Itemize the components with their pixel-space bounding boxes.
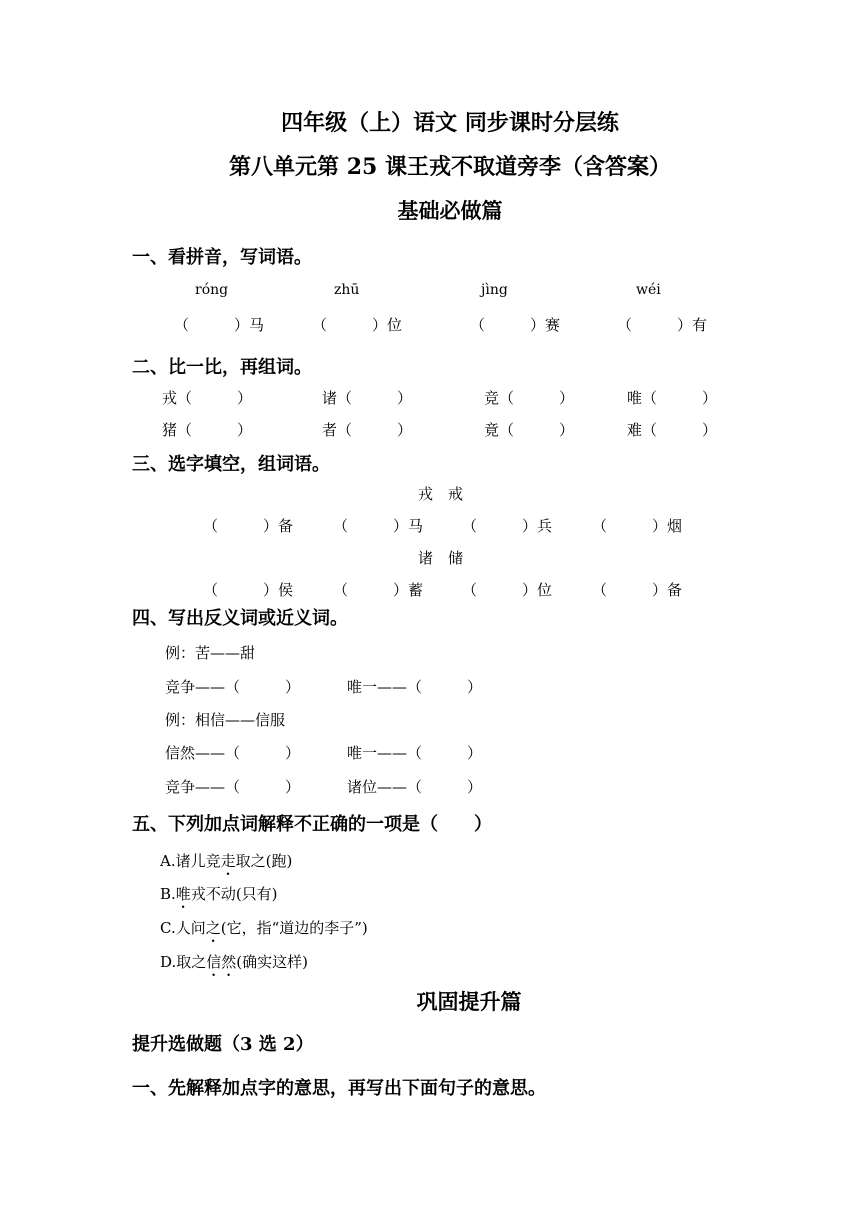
- char-pair: 戎 戒: [418, 485, 464, 503]
- pinyin: róng: [195, 282, 229, 298]
- answer-blank[interactable]: （ ）马: [333, 517, 424, 535]
- option-b[interactable]: B.唯戎不动(只有): [160, 885, 278, 903]
- example-line: 例：苦——甜: [165, 644, 256, 662]
- advanced-q1-heading: 一、先解释加点字的意思，再写出下面句子的意思。: [132, 1078, 546, 1099]
- pinyin: jìng: [481, 282, 508, 298]
- answer-blank[interactable]: 竞争——（ ）: [165, 678, 301, 696]
- dotted-char: 信然: [206, 953, 237, 971]
- answer-blank[interactable]: 唯一——（ ）: [347, 678, 483, 696]
- answer-blank[interactable]: 难（ ）: [627, 421, 718, 439]
- q1-heading: 一、看拼音，写词语。: [132, 247, 312, 268]
- section-advanced-heading: 巩固提升篇: [416, 989, 522, 1014]
- answer-blank[interactable]: 唯（ ）: [627, 389, 718, 407]
- answer-blank[interactable]: 者（ ）: [322, 421, 413, 439]
- doc-title: 四年级（上）语文 同步课时分层练: [281, 110, 619, 136]
- answer-blank[interactable]: （ ）烟: [592, 517, 683, 535]
- answer-blank[interactable]: （ ）赛: [470, 316, 561, 334]
- q3-heading: 三、选字填空，组词语。: [132, 454, 330, 475]
- answer-blank[interactable]: （ ）有: [617, 316, 708, 334]
- option-a[interactable]: A.诸儿竞走取之(跑): [160, 852, 293, 870]
- answer-blank[interactable]: （ ）备: [592, 581, 683, 599]
- q4-heading: 四、写出反义词或近义词。: [132, 608, 348, 629]
- answer-blank[interactable]: 竞（ ）: [484, 389, 575, 407]
- dotted-char: 之: [205, 919, 221, 937]
- dotted-char: 走: [220, 852, 236, 870]
- pinyin: wéi: [636, 282, 661, 298]
- answer-blank[interactable]: （ ）位: [462, 581, 553, 599]
- answer-blank[interactable]: 诸位——（ ）: [347, 778, 483, 796]
- answer-blank[interactable]: （ ）位: [312, 316, 403, 334]
- answer-blank[interactable]: （ ）侯: [203, 581, 294, 599]
- answer-blank[interactable]: 戎（ ）: [162, 389, 253, 407]
- advanced-subheading: 提升选做题（3 选 2）: [132, 1034, 314, 1055]
- doc-subtitle: 第八单元第 25 课王戎不取道旁李（含答案）: [229, 154, 671, 180]
- answer-blank[interactable]: （ ）马: [174, 316, 265, 334]
- answer-blank[interactable]: 竞争——（ ）: [165, 778, 301, 796]
- q5-heading: 五、下列加点词解释不正确的一项是（ ）: [132, 814, 492, 835]
- answer-blank[interactable]: （ ）兵: [462, 517, 553, 535]
- dotted-char: 唯: [175, 885, 191, 903]
- answer-blank[interactable]: 唯一——（ ）: [347, 744, 483, 762]
- answer-blank[interactable]: 竟（ ）: [484, 421, 575, 439]
- pinyin: zhū: [334, 282, 360, 298]
- char-pair: 诸 储: [418, 549, 464, 567]
- q2-heading: 二、比一比，再组词。: [132, 357, 312, 378]
- answer-blank[interactable]: （ ）蓄: [333, 581, 424, 599]
- answer-blank[interactable]: 信然——（ ）: [165, 744, 301, 762]
- option-c[interactable]: C.人问之(它，指“道边的李子”): [160, 919, 368, 937]
- answer-blank[interactable]: （ ）备: [203, 517, 294, 535]
- example-line: 例：相信——信服: [165, 711, 286, 729]
- answer-blank[interactable]: 诸（ ）: [322, 389, 413, 407]
- option-d[interactable]: D.取之信然(确实这样): [160, 953, 308, 971]
- answer-blank[interactable]: 猪（ ）: [162, 421, 253, 439]
- section-basic-heading: 基础必做篇: [397, 198, 503, 223]
